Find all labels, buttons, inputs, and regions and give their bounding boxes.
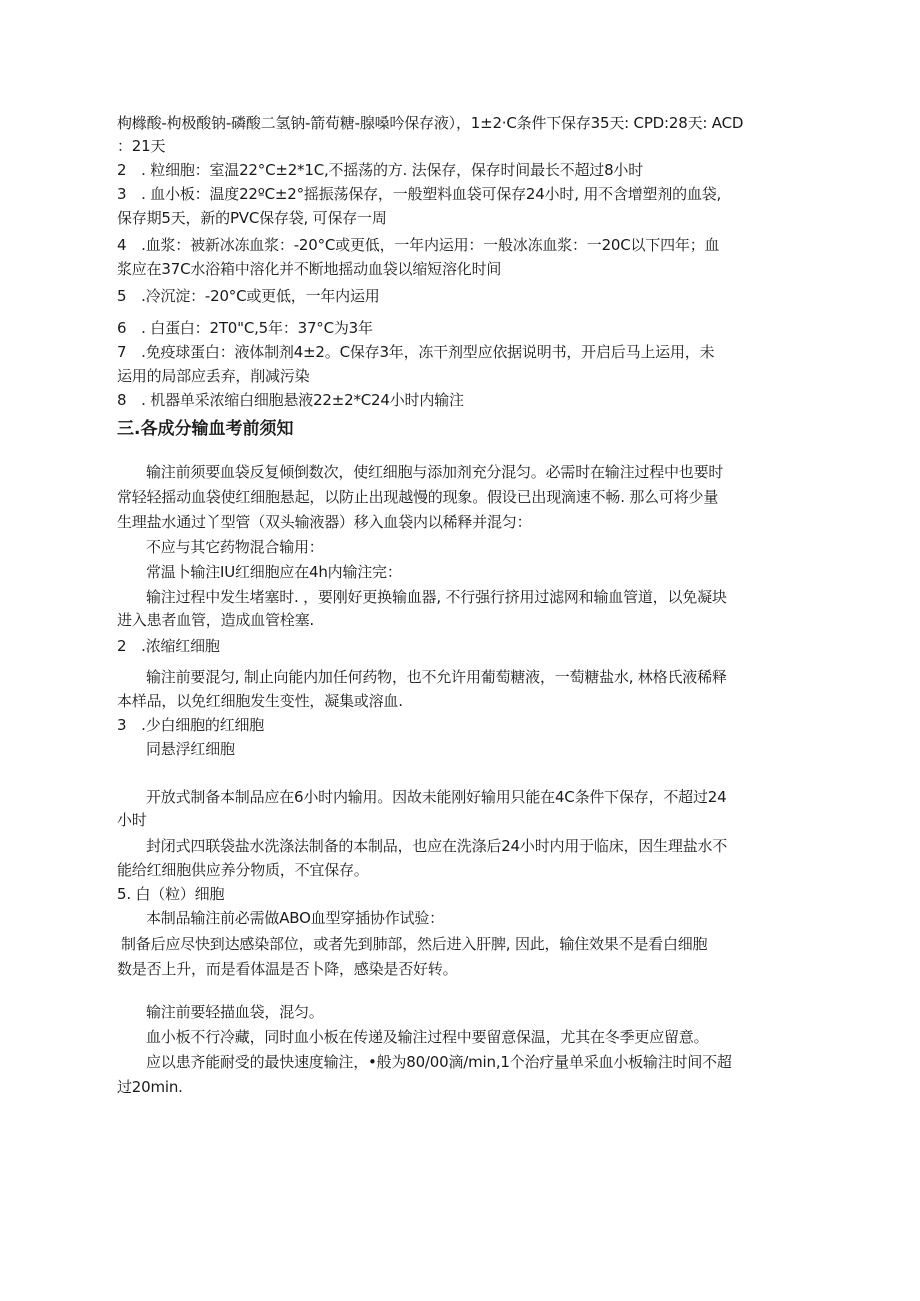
paragraph-line: 输注前要混匀, 制止向能内加任何药物，也不允许用葡萄糖液，一萄糖盐水, 林格氏液稀释 [146,668,727,686]
paragraph-line: 小时 [117,811,147,829]
paragraph-line: 进入患者血管，造成血管栓塞. [117,611,314,629]
paragraph-line: 输注过程中发生堵塞时. ，要刚好更换输血器, 不行强行挤用过滤网和输血管道，以免凝块 [146,588,727,606]
subsection-granulocyte: 5. 白（粒）细胞 [117,885,225,903]
paragraph-line: 开放式制备本制品应在6小时内输用。因故未能刚好输用只能在4C条件下保存，不超过24 [146,788,727,806]
immunoglobulin-storage: 7 .免疫球蛋白：液体制剂4±2。C保存3年，冻干剂型应依据说明书，开启后马上运用，未 [117,343,715,361]
immunoglobulin-storage-cont: 运用的局部应丢弃，削减污染 [117,367,310,385]
paragraph-line: 本样品，以免红细胞发生变性，凝集或溶血. [117,692,403,710]
plasma-storage: 4 .血浆：被新冰冻血浆：-20°C或更低，一年内运用：一般冰冻血浆：一20C以下四年；血 [117,236,720,254]
paragraph-line: 输注前须要血袋反复倾倒数次，使红细胞与添加剂充分混匀。必需时在输注过程中也要时 [146,463,724,481]
albumin-storage: 6 . 白蛋白：2T0"C,5年：37°C为3年 [117,319,373,337]
apheresis-wbc-storage: 8 . 机器单采浓缩白细胞悬液22±2*C24小时内输注 [117,391,464,409]
granulocyte-storage: 2 . 粒细胞：室温22°C±2*1C,不摇荡的方. 法保存，保存时间最长不超过8小时 [117,161,644,179]
subsection-concentrated-rbc: 2 .浓缩红细胞 [117,637,220,655]
paragraph-line: 血小板不行冷藏，同时血小板在传递及输注过程中要留意保温，尤其在冬季更应留意。 [146,1028,709,1046]
paragraph-line: 封闭式四联袋盐水洗涤法制备的本制品，也应在洗涤后24小时内用于临床，因生理盐水不 [146,837,728,855]
paragraph-line: 输注前要轻描血袋，混匀。 [146,1003,324,1021]
section-heading: 三.各成分输血考前须知 [117,419,294,439]
platelet-storage-cont: 保存期5天，新的PVC保存袋, 可保存一周 [117,209,387,227]
paragraph-line: 本制品输注前必需做ABO血型穿插协作试验： [146,909,444,927]
plasma-storage-cont: 浆应在37C水浴箱中溶化并不断地摇动血袋以缩短溶化时间 [117,260,502,278]
paragraph-line: 应以患齐能耐受的最快速度输注，•般为80/00滴/min,1个治疗量单采血小板输注时间不超 [146,1053,732,1071]
paragraph-line: 过20min. [117,1078,183,1096]
storage-line-2: ：21天 [117,137,166,155]
storage-line-1: 枸橼酸-枸极酸钠-磷酸二氢钠-箭荀糖-腺嗓吟保存液），1±2·C条件下保存35天: CPD:28天: ACD [117,114,744,132]
platelet-storage: 3 . 血小板：温度22ºC±2°摇振荡保存，一般塑料血袋可保存24小时, 用不含增塑剂的血袋, [117,185,722,203]
paragraph-line: 数是否上升，而是看体温是否卜降，感染是否好转。 [117,960,458,978]
paragraph-line: 生理盐水通过丫型管（双头输液器）移入血袋内以稀释并混匀： [117,513,532,531]
cryo-storage: 5 .冷沉淀：-20°C或更低，一年内运用 [117,287,380,305]
paragraph-line: 常温卜输注IU红细胞应在4h内输注完： [146,563,402,581]
paragraph-line: 不应与其它药物混合输用： [146,538,324,556]
paragraph-line: 制备后应尽快到达感染部位，或者先到肺部，然后进入肝脾, 因此，输住效果不是看白细胞 [121,935,708,953]
subsection-leukoreduced-rbc: 3 .少白细胞的红细胞 [117,716,265,734]
paragraph-line: 同悬浮红细胞 [146,740,235,758]
paragraph-line: 能给红细胞供应养分物质，不宜保存。 [117,861,369,879]
paragraph-line: 常轻轻摇动血袋使红细胞悬起，以防止出现越慢的现象。假设已出现滴速不畅. 那么可将少量 [117,488,719,506]
